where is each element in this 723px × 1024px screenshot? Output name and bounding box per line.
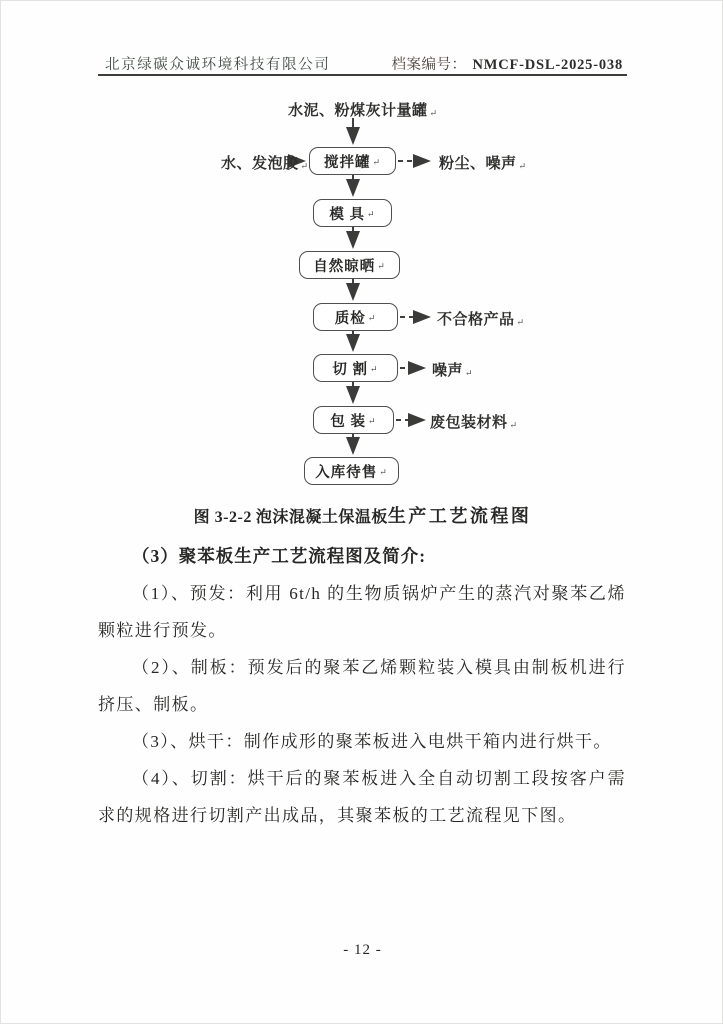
flow-input-top xyxy=(288,99,438,120)
body-text xyxy=(98,538,626,834)
flow-box-label: 包 装 xyxy=(330,413,367,430)
flow-box-label: 模 具 xyxy=(329,206,366,223)
figure-title-large: 生产工艺流程图 xyxy=(387,506,532,526)
flow-box-mixing-tank xyxy=(309,147,396,175)
flow-emission-rejects xyxy=(437,308,525,329)
flow-box-label: 切 割 xyxy=(332,361,369,378)
archive-value: NMCF-DSL-2025-038 xyxy=(472,57,623,73)
return-mark: ↵ xyxy=(465,368,474,378)
figure-label: 图 3-2-2 xyxy=(193,509,252,526)
paragraph-board-making: （2）、制板：预发后的聚苯乙烯颗粒装入模具由制板机进行挤压、制板。 xyxy=(98,658,626,714)
emission-text: 不合格产品 xyxy=(437,312,515,328)
paragraph-cutting: （4）、切割：烘干后的聚苯板进入全自动切割工段按客户需求的规格进行切割产出成品，其聚苯板的工艺流程见下图。 xyxy=(98,769,626,825)
figure-title-small: 泡沫混凝土保温板 xyxy=(255,509,388,526)
return-mark: ↵ xyxy=(518,161,527,171)
return-mark: ↵ xyxy=(509,420,518,430)
flow-emission-dust-noise xyxy=(439,152,527,173)
flow-box-mold xyxy=(313,199,392,227)
flow-box-cutting xyxy=(313,354,398,382)
header-company-name: 北京绿碳众诚环境科技有限公司 xyxy=(105,57,331,73)
paragraph-drying: （3）、烘干：制作成形的聚苯板进入电烘干箱内进行烘干。 xyxy=(132,732,612,751)
flow-box-packaging xyxy=(313,406,394,434)
return-mark: ↵ xyxy=(367,208,376,219)
flow-box-quality-check xyxy=(313,303,398,331)
figure-caption xyxy=(1,502,723,528)
header-archive-number xyxy=(391,53,623,74)
return-mark: ↵ xyxy=(368,415,377,426)
page-number: - 12 - xyxy=(343,942,382,958)
paragraph-prefoaming: （1）、预发：利用 6t/h 的生物质锅炉产生的蒸汽对聚苯乙烯颗粒进行预发。 xyxy=(98,584,626,640)
return-mark: ↵ xyxy=(300,161,309,171)
return-mark: ↵ xyxy=(379,466,388,477)
return-mark: ↵ xyxy=(370,363,379,374)
flow-box-natural-drying xyxy=(299,251,400,279)
return-mark: ↵ xyxy=(377,260,386,271)
flow-box-label: 入库待售 xyxy=(315,464,378,481)
archive-label: 档案编号： xyxy=(391,57,467,73)
emission-text: 废包装材料 xyxy=(430,415,508,431)
flow-box-label: 自然晾晒 xyxy=(313,258,376,275)
return-mark: ↵ xyxy=(367,312,377,323)
return-mark: ↵ xyxy=(429,108,438,118)
header-divider xyxy=(98,74,627,76)
flow-box-warehouse xyxy=(304,457,399,485)
return-mark: ↵ xyxy=(516,317,525,327)
flow-input-left-text: 水、发泡胶 xyxy=(221,156,299,172)
section-heading: （3）聚苯板生产工艺流程图及简介: xyxy=(132,546,427,566)
flow-emission-noise xyxy=(432,359,473,380)
flow-box-label: 搅拌罐 xyxy=(323,154,371,171)
emission-text: 噪声 xyxy=(432,363,464,379)
emission-text: 粉尘、噪声 xyxy=(439,156,517,172)
flow-emission-waste-packaging xyxy=(430,411,518,432)
flow-box-label: 质检 xyxy=(334,310,366,327)
flow-input-left xyxy=(221,152,309,173)
flow-input-top-text: 水泥、粉煤灰计量罐 xyxy=(288,103,428,119)
return-mark: ↵ xyxy=(372,156,382,167)
